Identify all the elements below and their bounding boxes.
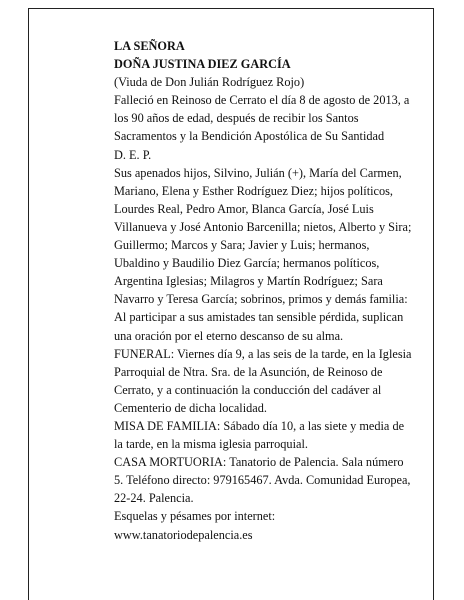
notice-title-line1: LA SEÑORA [114, 39, 185, 53]
condolences-label: Esquelas y pésames por internet: [114, 509, 276, 524]
obituary-notice [114, 37, 414, 544]
death-announcement: Falleció en Reinoso de Cerrato el día 8 de agosto de 2013, a los 90 años de edad, después de recibir los Santos Sacramentos y la Bendición Apostólica de Su Santidad [114, 93, 410, 144]
funeral-info: FUNERAL: Viernes día 9, a las seis de la tarde, en la Iglesia Parroquial de Ntra. Sra. de la Asunción, de Reinoso de Cerrato, y a continuación la conducción del cadáver al Cementerio de dicha localidad. [114, 346, 412, 415]
deceased-name: DOÑA JUSTINA DIEZ GARCÍA [114, 57, 291, 72]
prayer-request: Al participar a sus amistades tan sensible pérdida, suplican una oración por el eterno descanso de su alma. [114, 310, 404, 343]
family-mass-info: MISA DE FAMILIA: Sábado día 10, a las siete y media de la tarde, en la misma iglesia parroquial. [114, 418, 405, 452]
funeral-home-info: CASA MORTUORIA: Tanatorio de Palencia. Sala número 5. Teléfono directo: 979165467. Avda. Comunidad Europea, 22-24. Palencia. [114, 455, 411, 506]
family-list: Sus apenados hijos, Silvino, Julián (+), María del Carmen, Mariano, Elena y Esther Rodríguez Diez; hijos políticos, Lourdes Real, Pedro Amor, Blanca García, José Luis Villanueva y José Antonio Barcenilla; nietos, Alberto y Sira; Guillermo; Marcos y Sara; Javier y Luis; hermanos, Ubaldino y Baudilio Diez García; hermanos políticos, Argentina Iglesias; Milagros y Martín Rodríguez; Sara Navarro y Teresa García; sobrinos, primos y demás familia: [114, 165, 412, 307]
dep-line: D. E. P. [114, 147, 152, 162]
widow-of-line: (Viuda de Don Julián Rodríguez Rojo) [114, 75, 305, 90]
website-link[interactable]: www.tanatoriodepalencia.es [114, 527, 253, 542]
